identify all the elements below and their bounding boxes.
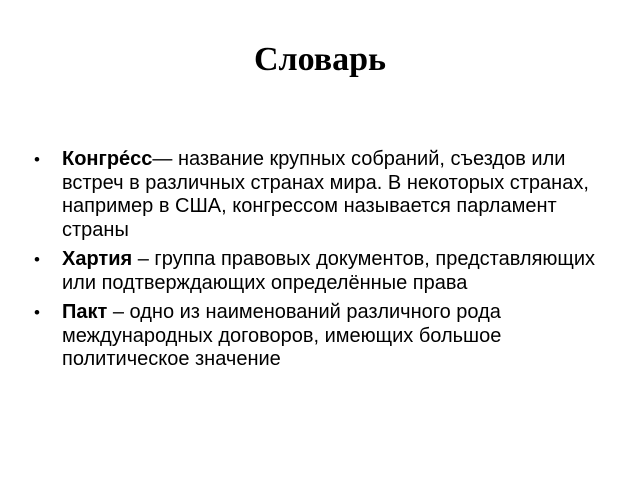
bullet-icon: • xyxy=(34,250,40,269)
bullet-icon: • xyxy=(34,150,40,169)
page-title: Словарь xyxy=(253,41,387,78)
bullet-icon: • xyxy=(34,303,40,322)
list-item xyxy=(34,301,614,372)
glossary-list xyxy=(34,148,614,378)
term-name: Хартия xyxy=(62,248,133,270)
term-definition: — название крупных собраний, съездов или встреч в различных странах мира. В некоторых странах, например в США, конгрессом называется парламент страны xyxy=(62,148,589,241)
term-definition: – одно из наименований различного рода международных договоров, имеющих большое политическое значение xyxy=(62,301,502,370)
list-item xyxy=(34,248,614,295)
list-item xyxy=(34,148,614,242)
term-definition: – группа правовых документов, представляющих или подтверждающих определённые права xyxy=(62,248,596,294)
term-name: Конгре́сс xyxy=(62,148,153,170)
term-name: Пакт xyxy=(62,301,108,323)
